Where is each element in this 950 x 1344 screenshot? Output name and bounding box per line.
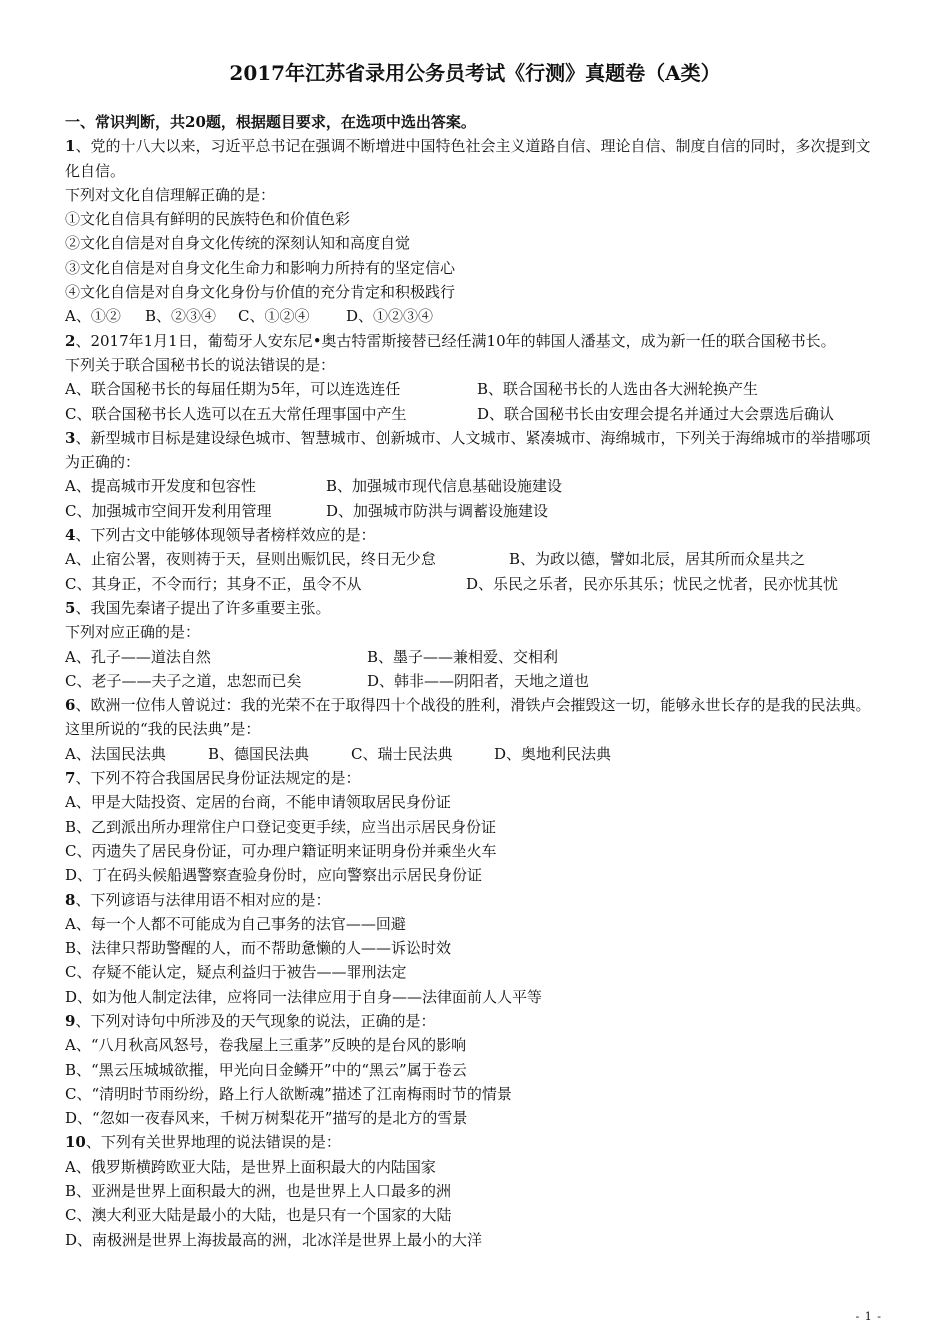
option-b: B、②③④: [145, 307, 217, 326]
option-a: A、提高城市开发度和包容性: [65, 477, 256, 496]
option-b: B、乙到派出所办理常住户口登记变更手续，应当出示居民身份证: [65, 817, 497, 836]
option-c: C、瑞士民法典: [351, 744, 453, 763]
question-text: 、下列有关世界地理的说法错误的是：: [85, 1133, 341, 1152]
option-a: A、孔子——道法自然: [65, 647, 211, 666]
question-stem: [65, 596, 885, 620]
option-a: A、联合国秘书长的每届任期为5年，可以连选连任: [65, 380, 401, 399]
question-prompt: 这里所说的“我的民法典”是：: [65, 720, 261, 739]
question-text: 、新型城市目标是建设绿色城市、智慧城市、创新城市、人文城市、紧凑城市、海绵城市，下列关于海绵城市的举措哪项为正确的：: [65, 428, 871, 472]
question-number: 9: [65, 1011, 76, 1030]
option-c: C、澳大利亚大陆是最小的大陆，也是只有一个国家的大陆: [65, 1206, 452, 1225]
statement-item: ②文化自信是对自身文化传统的深刻认知和高度自觉: [65, 234, 411, 253]
option-a: A、俄罗斯横跨欧亚大陆，是世界上面积最大的内陆国家: [65, 1157, 436, 1176]
question-number: 10: [65, 1133, 86, 1152]
question-number: 3: [65, 428, 76, 447]
option-d: D、韩非——阴阳者，天地之道也: [367, 671, 590, 690]
question-stem: [65, 426, 885, 475]
option-row: [65, 645, 885, 669]
option-c: C、加强城市空间开发利用管理: [65, 501, 272, 520]
option-a: A、法国民法典: [65, 744, 166, 763]
question-text: 、我国先秦诸子提出了许多重要主张。: [75, 598, 331, 617]
question-text: 、下列不符合我国居民身份证法规定的是：: [75, 769, 361, 788]
question-number: 8: [65, 890, 76, 909]
option-d: D、“忽如一夜春风来，千树万树梨花开”描写的是北方的雪景: [65, 1109, 468, 1128]
option-row: [65, 547, 885, 571]
option-d: D、乐民之乐者，民亦乐其乐；忧民之忧者，民亦忧其忧: [466, 574, 839, 593]
question-number: 5: [65, 598, 76, 617]
question-stem: [65, 766, 885, 790]
option-d: D、丁在码头候船遇警察查验身份时，应向警察出示居民身份证: [65, 866, 483, 885]
option-row: [65, 474, 885, 498]
question-number: 2: [65, 331, 76, 350]
option-b: B、墨子——兼相爱、交相利: [367, 647, 559, 666]
question-text: 、2017年1月1日，葡萄牙人安东尼•奥古特雷斯接替已经任满10年的韩国人潘基文，成为新一任的联合国秘书长。: [75, 331, 836, 350]
question-text: 、下列对诗句中所涉及的天气现象的说法，正确的是：: [75, 1011, 436, 1030]
exam-content: [65, 110, 885, 1252]
question-stem: [65, 693, 885, 717]
question-number: 7: [65, 769, 76, 788]
option-c: C、①②④: [238, 307, 310, 326]
question-text: 、欧洲一位伟人曾说过：我的光荣不在于取得四十个战役的胜利，滑铁卢会摧毁这一切，能够永世长存的是我的民法典。: [75, 696, 871, 715]
option-c: C、其身正，不令而行；其身不正，虽令不从: [65, 574, 362, 593]
option-b: B、法律只帮助警醒的人，而不帮助惫懒的人——诉讼时效: [65, 939, 452, 958]
page-title: 2017年江苏省录用公务员考试《行测》真题卷（A类）: [229, 61, 721, 85]
question-number: 6: [65, 696, 76, 715]
question-number: 1: [65, 137, 76, 156]
question-text: 、下列谚语与法律用语不相对应的是：: [75, 890, 331, 909]
question-text: 、下列古文中能够体现领导者榜样效应的是：: [75, 526, 376, 545]
question-text: 、党的十八大以来，习近平总书记在强调不断增进中国特色社会主义道路自信、理论自信、制度自信的同时，多次提到文化自信。: [65, 137, 871, 180]
option-b: B、“黑云压城城欲摧，甲光向日金鳞开”中的“黑云”属于卷云: [65, 1060, 467, 1079]
question-5: [65, 596, 885, 693]
question-number: 4: [65, 526, 76, 545]
option-a: A、止宿公署，夜则祷于天，昼则出赈饥民，终日无少怠: [65, 550, 436, 569]
option-row: [65, 742, 885, 766]
option-d: D、联合国秘书长由安理会提名并通过大会票选后确认: [477, 404, 835, 423]
statement-item: ③文化自信是对自身文化生命力和影响力所持有的坚定信心: [65, 258, 456, 277]
question-10: [65, 1130, 885, 1251]
option-c: C、联合国秘书长人选可以在五大常任理事国中产生: [65, 404, 407, 423]
option-c: C、“清明时节雨纷纷，路上行人欲断魂”描述了江南梅雨时节的情景: [65, 1084, 512, 1103]
option-c: C、老子——夫子之道，忠恕而已矣: [65, 671, 302, 690]
question-2: [65, 329, 885, 426]
option-d: D、奥地利民法典: [494, 744, 612, 763]
option-row: [65, 304, 885, 328]
option-b: B、联合国秘书长的人选由各大洲轮换产生: [477, 380, 759, 399]
question-prompt: 下列对文化自信理解正确的是：: [65, 185, 276, 204]
question-prompt: 下列关于联合国秘书长的说法错误的是：: [65, 355, 336, 374]
statement-item: ①文化自信具有鲜明的民族特色和价值色彩: [65, 210, 351, 229]
page-number: - 1 -: [855, 1310, 882, 1323]
question-8: [65, 888, 885, 1009]
statement-item: ④文化自信是对自身文化身份与价值的充分肯定和积极践行: [65, 283, 456, 302]
option-d: D、①②③④: [346, 307, 434, 326]
option-a: A、①②: [65, 307, 121, 326]
option-a: A、“八月秋高风怒号，卷我屋上三重茅”反映的是台风的影响: [65, 1036, 467, 1055]
question-3: [65, 426, 885, 523]
option-a: A、每一个人都不可能成为自己事务的法官——回避: [65, 914, 406, 933]
option-a: A、甲是大陆投资、定居的台商，不能申请领取居民身份证: [65, 793, 451, 812]
question-stem: [65, 134, 885, 183]
option-c: C、丙遗失了居民身份证，可办理户籍证明来证明身份并乘坐火车: [65, 841, 497, 860]
option-b: B、亚洲是世界上面积最大的洲，也是世界上人口最多的洲: [65, 1182, 452, 1201]
question-stem: [65, 329, 885, 353]
question-1: [65, 134, 885, 328]
option-b: B、为政以德，譬如北辰，居其所而众星共之: [509, 550, 806, 569]
question-stem: [65, 1009, 885, 1033]
option-d: D、南极洲是世界上海拔最高的洲，北冰洋是世界上最小的大洋: [65, 1230, 483, 1249]
question-prompt: 下列对应正确的是：: [65, 623, 201, 642]
option-d: D、加强城市防洪与调蓄设施建设: [326, 501, 549, 520]
option-b: B、德国民法典: [208, 744, 310, 763]
question-7: [65, 766, 885, 887]
section-heading: 一、常识判断，共20题，根据题目要求，在选项中选出答案。: [65, 113, 476, 131]
option-b: B、加强城市现代信息基础设施建设: [326, 477, 563, 496]
question-stem: [65, 888, 885, 912]
question-9: [65, 1009, 885, 1130]
option-row: [65, 377, 885, 401]
option-row: [65, 402, 885, 426]
option-row: [65, 669, 885, 693]
question-4: [65, 523, 885, 596]
question-stem: [65, 1130, 885, 1154]
question-6: [65, 693, 885, 766]
question-stem: [65, 523, 885, 547]
option-row: [65, 572, 885, 596]
option-d: D、如为他人制定法律，应将同一法律应用于自身——法律面前人人平等: [65, 987, 543, 1006]
option-c: C、存疑不能认定，疑点利益归于被告——罪刑法定: [65, 963, 407, 982]
option-row: [65, 499, 885, 523]
